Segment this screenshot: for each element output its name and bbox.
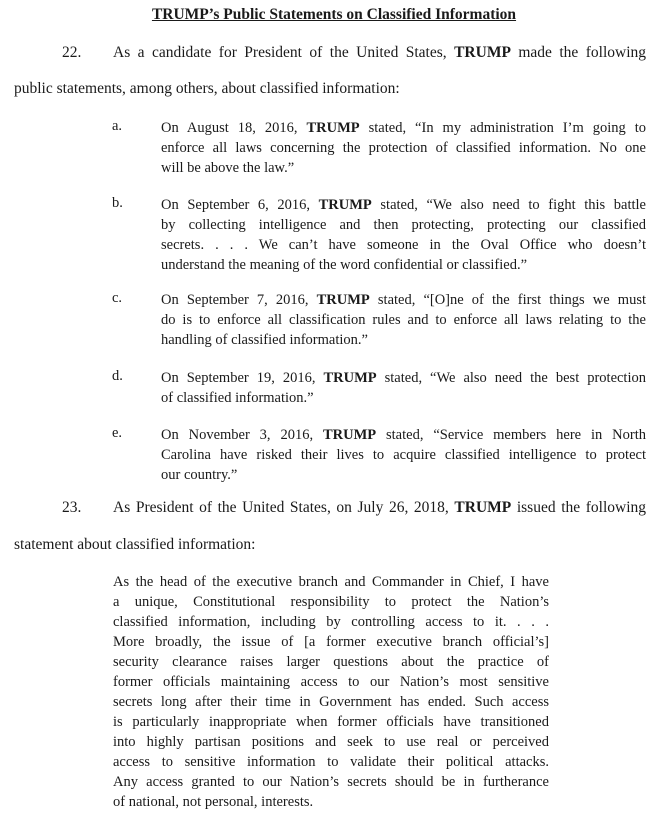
paragraph-number: 23. <box>62 499 82 516</box>
statement-line: On September 6, 2016, TRUMP stated, “We also need to fight this battle <box>161 197 646 213</box>
paragraph-line: statement about classified information: <box>14 536 256 553</box>
statement-letter: c. <box>112 290 123 306</box>
statement-line: handling of classified information.” <box>161 332 368 348</box>
quote-line: access to sensitive information to validate their political attacks. <box>113 754 549 770</box>
quote-line: a unique, Constitutional responsibility to protect the Nation’s <box>113 594 549 610</box>
statement-line: will be above the law.” <box>161 160 295 176</box>
paragraph-line: public statements, among others, about classified information: <box>14 80 400 97</box>
quote-line: former officials maintaining access to our Nation’s most sensitive <box>113 674 549 690</box>
statement-letter: a. <box>112 118 123 134</box>
statement-line: understand the meaning of the word confidential or classified.” <box>161 257 528 273</box>
statement-line: by collecting intelligence and then protecting, protecting our classified <box>161 217 646 233</box>
quote-line: classified information, including by controlling access to it. . . . <box>113 614 549 630</box>
statement-line: of classified information.” <box>161 390 314 406</box>
statement-letter: d. <box>112 368 123 384</box>
quote-line: of national, not personal, interests. <box>113 794 314 810</box>
statement-letter: e. <box>112 425 123 441</box>
statement-line: On August 18, 2016, TRUMP stated, “In my administration I’m going to <box>161 120 646 136</box>
paragraph-number: 22. <box>62 44 82 61</box>
statement-line: our country.” <box>161 467 238 483</box>
quote-line: security clearance raises larger questions about the practice of <box>113 654 549 670</box>
statement-line: Carolina have risked their lives to acquire classified intelligence to protect <box>161 447 646 463</box>
statement-line: enforce all laws concerning the protection of classified information. No one <box>161 140 646 156</box>
quote-line: Any access granted to our Nation’s secrets should be in furtherance <box>113 774 549 790</box>
statement-line: On September 7, 2016, TRUMP stated, “[O]ne of the first things we must <box>161 292 646 308</box>
quote-line: is particularly inappropriate when former officials have transitioned <box>113 714 549 730</box>
quote-line: More broadly, the issue of [a former executive branch official’s] <box>113 634 549 650</box>
statement-letter: b. <box>112 195 123 211</box>
statement-line: On November 3, 2016, TRUMP stated, “Service members here in North <box>161 427 646 443</box>
statement-line: secrets. . . . We can’t have someone in the Oval Office who doesn’t <box>161 237 646 253</box>
quote-line: secrets long after their time in Government has ended. Such access <box>113 694 549 710</box>
quote-line: into highly partisan positions and seek to use real or perceived <box>113 734 549 750</box>
section-heading: TRUMP’s Public Statements on Classified Information <box>151 6 517 23</box>
statement-line: On September 19, 2016, TRUMP stated, “We also need the best protection <box>161 370 646 386</box>
paragraph-line: As a candidate for President of the United States, TRUMP made the following <box>113 44 646 61</box>
block-quote <box>113 572 549 812</box>
paragraph-line: As President of the United States, on July 26, 2018, TRUMP issued the following <box>113 499 647 516</box>
quote-line: As the head of the executive branch and Commander in Chief, I have <box>113 574 549 590</box>
statement-line: do is to enforce all classification rules and to enforce all laws relating to the <box>161 312 646 328</box>
